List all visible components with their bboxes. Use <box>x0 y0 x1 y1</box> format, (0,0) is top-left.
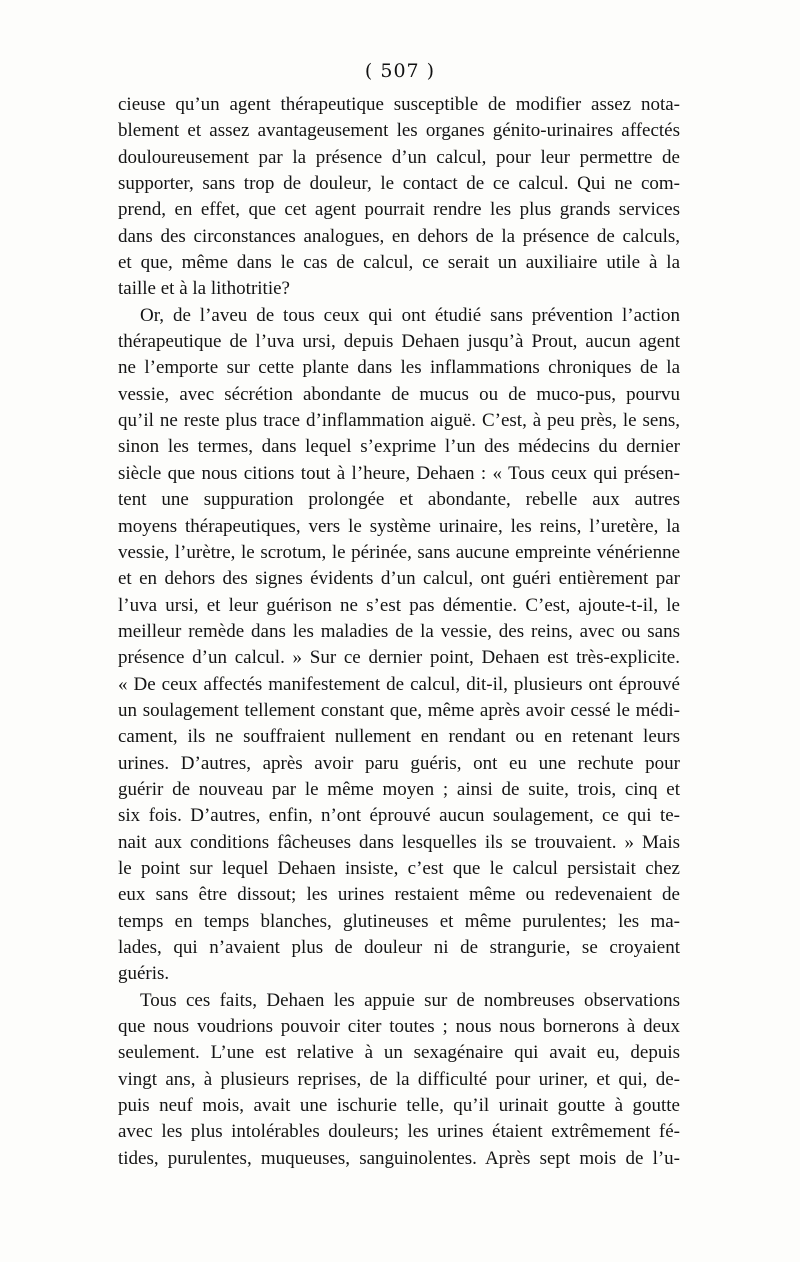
body-text <box>118 92 680 1172</box>
text-line: que nous voudrions pouvoir citer toutes ; nous nous bornerons à deux <box>118 1016 680 1038</box>
text-line: un soulagement tellement constant que, même après avoir cessé le médi- <box>118 699 680 721</box>
text-line: moyens thérapeutiques, vers le système urinaire, les reins, l’uretère, la <box>118 515 680 537</box>
text-line: ne l’emporte sur cette plante dans les inflammations chroniques de la <box>118 357 680 379</box>
text-line: prend, en effet, que cet agent pourrait rendre les plus grands services <box>118 199 680 221</box>
text-line: guérir de nouveau par le même moyen ; ainsi de suite, trois, cinq et <box>118 778 680 800</box>
text-line: guéris. <box>118 963 170 985</box>
text-line: vessie, l’urètre, le scrotum, le périnée, sans aucune empreinte vénérienne <box>118 541 680 563</box>
text-line: supporter, sans trop de douleur, le contact de ce calcul. Qui ne com- <box>118 173 680 195</box>
text-line: meilleur remède dans les maladies de la vessie, des reins, avec ou sans <box>118 620 680 642</box>
text-line: et que, même dans le cas de calcul, ce serait un auxiliaire utile à la <box>118 252 680 274</box>
text-line: sinon les termes, dans lequel s’exprime l’un des médecins du dernier <box>118 436 680 458</box>
text-line: qu’il ne reste plus trace d’inflammation aiguë. C’est, à peu près, le sens, <box>118 410 680 432</box>
text-line: présence d’un calcul. » Sur ce dernier point, Dehaen est très-explicite. <box>118 647 680 669</box>
text-line: six fois. D’autres, enfin, n’ont éprouvé aucun soulagement, ce qui te- <box>118 805 680 827</box>
text-line: nait aux conditions fâcheuses dans lesquelles ils se trouvaient. » Mais <box>118 831 680 853</box>
text-line: « De ceux affectés manifestement de calcul, dit-il, plusieurs ont éprouvé <box>118 673 680 695</box>
text-line: vessie, avec sécrétion abondante de mucus ou de muco-pus, pourvu <box>118 383 680 405</box>
page-number: ( 507 ) <box>364 60 436 82</box>
text-line: vingt ans, à plusieurs reprises, de la difficulté pour uriner, et qui, de- <box>118 1068 680 1090</box>
text-line: l’uva ursi, et leur guérison ne s’est pas démentie. C’est, ajoute-t-il, le <box>118 594 680 616</box>
text-line: avec les plus intolérables douleurs; les urines étaient extrêmement fé- <box>118 1121 680 1143</box>
text-line: lades, qui n’avaient plus de douleur ni de strangurie, se croyaient <box>118 937 680 958</box>
text-line: blement et assez avantageusement les organes génito-urinaires affectés <box>118 120 680 142</box>
text-line: eux sans être dissout; les urines restaient même ou redevenaient de <box>118 884 680 906</box>
text-line: douloureusement par la présence d’un calcul, pour leur permettre de <box>118 146 680 168</box>
text-line: tent une suppuration prolongée et abondante, rebelle aux autres <box>118 489 680 511</box>
text-line: cament, ils ne souffraient nullement en rendant ou en retenant leurs <box>118 726 680 748</box>
text-line: seulement. L’une est relative à un sexagénaire qui avait eu, depuis <box>118 1042 680 1064</box>
text-line: puis neuf mois, avait une ischurie telle, qu’il urinait goutte à goutte <box>118 1095 680 1117</box>
text-line: temps en temps blanches, glutineuses et même purulentes; les ma- <box>118 910 680 932</box>
text-line: taille et à la lithotritie? <box>118 278 290 300</box>
text-line: thérapeutique de l’uva ursi, depuis Dehaen jusqu’à Prout, aucun agent <box>118 331 680 353</box>
text-line: siècle que nous citions tout à l’heure, Dehaen : « Tous ceux qui présen- <box>118 462 680 484</box>
text-line: tides, purulentes, muqueuses, sanguinolentes. Après sept mois de l’u- <box>118 1147 680 1169</box>
text-line: cieuse qu’un agent thérapeutique susceptible de modifier assez nota- <box>118 94 680 115</box>
text-line: Tous ces faits, Dehaen les appuie sur de nombreuses observations <box>140 989 680 1011</box>
text-line: dans des circonstances analogues, en dehors de la présence de calculs, <box>118 225 680 247</box>
text-line: et en dehors des signes évidents d’un calcul, ont guéri entièrement par <box>118 568 680 590</box>
text-line: le point sur lequel Dehaen insiste, c’est que le calcul persistait chez <box>118 857 680 879</box>
text-line: Or, de l’aveu de tous ceux qui ont étudié sans prévention l’action <box>140 304 680 326</box>
text-line: urines. D’autres, après avoir paru guéris, ont eu une rechute pour <box>118 752 680 774</box>
